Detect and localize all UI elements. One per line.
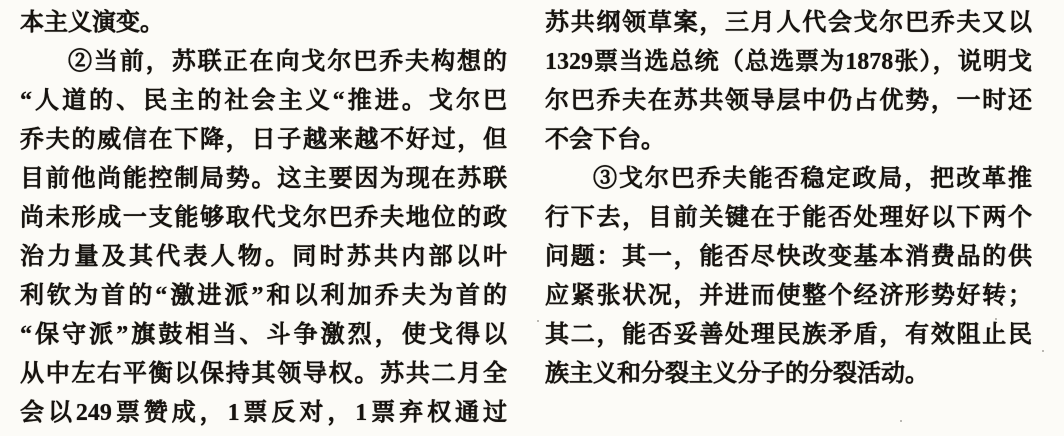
text-line: 乔夫的威信在下降，日子越来越不好过，但 <box>20 127 507 153</box>
text-line: 1329票当选总统（总选票为1878张），说明戈 <box>545 49 1032 75</box>
text-line: 应紧张状况，并进而使整个经济形势好转； <box>545 283 1032 309</box>
text-line: 利钦为首的“激进派”和以利加乔夫为首的 <box>20 283 507 309</box>
text-line: ②当前，苏联正在向戈尔巴乔夫构想的 <box>68 49 507 75</box>
text-line: 会以249票赞成，1票反对，1票弃权通过 <box>20 400 507 426</box>
text-line: 本主义演变。 <box>20 10 164 36</box>
text-column-right <box>545 4 1032 436</box>
scan-speck <box>537 320 539 322</box>
text-line: ③戈尔巴乔夫能否稳定政局，把改革推 <box>593 166 1032 192</box>
scan-speck <box>900 420 902 422</box>
text-line: 目前他尚能控制局势。这主要因为现在苏联 <box>20 166 507 192</box>
text-line: 族主义和分裂主义分子的分裂活动。 <box>545 361 929 387</box>
text-line: “保守派”旗鼓相当、斗争激烈，使戈得以 <box>20 322 507 348</box>
text-line: “人道的、民主的社会主义“推进。戈尔巴 <box>20 88 507 114</box>
text-line: 其二，能否妥善处理民族矛盾，有效阻止民 <box>545 322 1032 348</box>
scan-speck <box>1042 350 1044 352</box>
text-line: 问题：其一，能否尽快改变基本消费品的供 <box>545 244 1032 270</box>
text-line: 治力量及其代表人物。同时苏共内部以叶 <box>20 244 507 270</box>
text-line: 尚未形成一支能够取代戈尔巴乔夫地位的政 <box>20 205 507 231</box>
text-line: 苏共纲领草案，三月人代会戈尔巴乔夫又以 <box>545 10 1032 36</box>
text-line: 从中左右平衡以保持其领导权。苏共二月全 <box>20 361 507 387</box>
scan-speck <box>995 318 997 320</box>
scan-speck <box>860 58 863 61</box>
text-column-left <box>20 4 507 436</box>
text-line: 不会下台。 <box>545 127 665 153</box>
text-line: 尔巴乔夫在苏共领导层中仍占优势，一时还 <box>545 88 1032 114</box>
text-line: 行下去，目前关键在于能否处理好以下两个 <box>545 205 1032 231</box>
